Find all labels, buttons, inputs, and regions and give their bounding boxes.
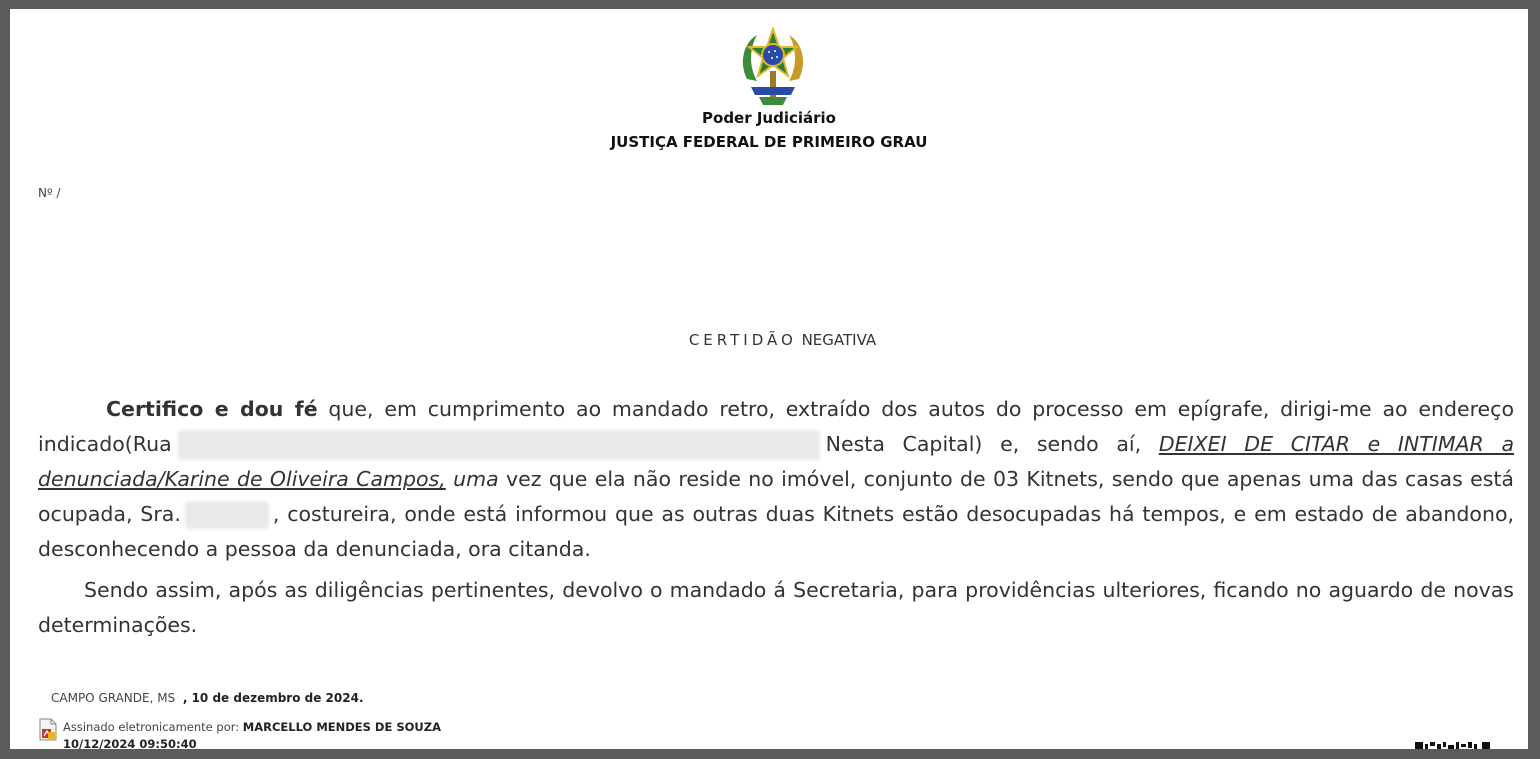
paragraph-1-text-d: , costureira, onde está informou que as outras duas Kitnets estão desocupadas há tempos, e em estado de abandono, desconhecendo a pessoa da denunciada, ora citanda. [38, 502, 1515, 561]
signer-name: MARCELLO MENDES DE SOUZA [242, 720, 441, 734]
title-word: NEGATIVA [801, 331, 877, 349]
document-number: Nº / [38, 186, 61, 200]
paragraph-2: Sendo assim, após as diligências pertinentes, devolvo o mandado á Secretaria, para providências ulteriores, ficando no aguardo de novas determinações. [38, 578, 1514, 637]
signature-info [63, 720, 441, 734]
place-label: CAMPO GRANDE, MS [51, 691, 176, 705]
decision-underlined: DEIXEI DE CITAR e INTIMAR a denunciada/Karine de Oliveira Campos, [38, 432, 1515, 491]
document-title [10, 331, 1528, 349]
certificate-body [38, 392, 1514, 643]
redacted-name [185, 501, 269, 529]
redacted-address [178, 430, 820, 460]
certify-phrase: Certifico e dou fé [106, 397, 318, 421]
signature-document-icon[interactable] [38, 718, 58, 741]
qr-code-icon [1415, 742, 1490, 749]
signature-timestamp: 10/12/2024 09:50:40 [63, 737, 197, 749]
title-spaced-word: CERTIDÃO [688, 331, 797, 349]
signature-prefix: Assinado eletronicamente por: [63, 720, 240, 734]
court-name-title: JUSTIÇA FEDERAL DE PRIMEIRO GRAU [610, 133, 928, 151]
paragraph-1-text-c: vez que ela não reside no imóvel, conjunto de 03 Kitnets, sendo que apenas uma das casas está ocupada, Sra. [38, 467, 1514, 526]
paragraph-1-italic: uma [445, 467, 499, 491]
court-branch-title: Poder Judiciário [702, 109, 836, 127]
document-page [10, 9, 1528, 749]
date-label: , 10 de dezembro de 2024. [182, 691, 364, 705]
brazil-coat-of-arms-icon [737, 27, 809, 111]
paragraph-1-text-a: que, em cumprimento ao mandado retro, extraído dos autos do processo em epígrafe, dirigi-me ao endereço indicado(Rua [38, 397, 1514, 456]
paragraph-1 [38, 392, 1514, 567]
paragraph-1-text-b: Nesta Capital) e, sendo aí, [825, 432, 1159, 456]
place-date [51, 691, 364, 705]
